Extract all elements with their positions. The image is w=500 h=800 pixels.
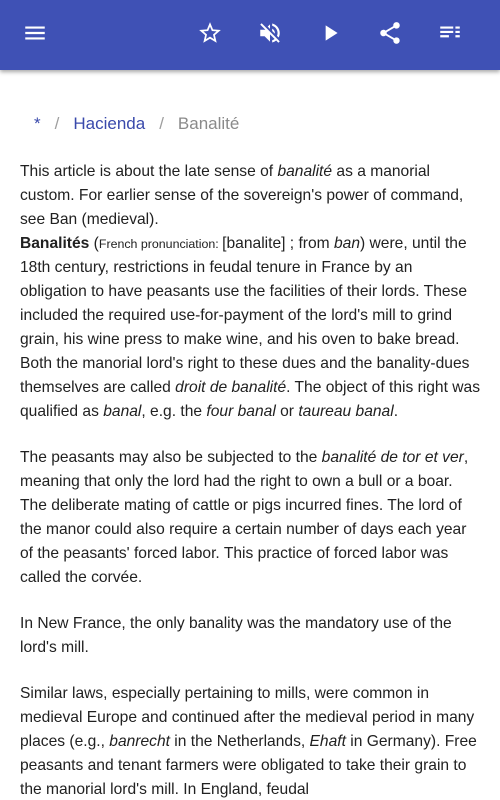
italic-run: banalité — [277, 163, 333, 180]
italic-run: Ehaft — [309, 733, 346, 750]
hatnote — [20, 160, 482, 232]
italic-run: banal — [103, 403, 142, 420]
text-run: as a manorial custom. For earlier sense of the sovereign's power of command, see Ban (medieval). — [20, 163, 464, 228]
volume-off-icon — [257, 20, 283, 51]
italic-run: taureau banal — [298, 403, 394, 420]
breadcrumb-home[interactable]: * — [34, 114, 41, 133]
share-button[interactable] — [368, 13, 412, 57]
paragraph — [20, 232, 482, 424]
text-run: [banalite] ; from — [222, 235, 334, 252]
breadcrumb-separator: / — [159, 114, 164, 133]
italic-run: four banal — [206, 403, 276, 420]
text-run: The peasants may also be subjected to the — [20, 449, 322, 466]
text-run: , e.g. the — [141, 403, 207, 420]
paragraph — [20, 682, 482, 800]
mute-button[interactable] — [248, 13, 292, 57]
play-icon — [317, 20, 343, 51]
star-outline-icon — [197, 20, 223, 51]
breadcrumb-parent[interactable]: Hacienda — [73, 114, 146, 133]
text-run: in the Netherlands, — [169, 733, 310, 750]
playlist-button[interactable] — [428, 13, 472, 57]
content-area[interactable] — [0, 70, 500, 800]
paragraph — [20, 446, 482, 590]
text-run: . — [393, 403, 399, 420]
menu-button[interactable] — [13, 13, 57, 57]
article-body — [20, 160, 482, 800]
menu-icon — [22, 20, 48, 51]
italic-run: banrecht — [109, 733, 170, 750]
text-run: in Germany). Free peasants and tenant farmers were obligated to take their grain to the manorial lord's mill. In England, feudal — [20, 733, 477, 798]
pronunciation-label: French pronunciation: — [98, 237, 223, 251]
breadcrumb-separator: / — [54, 114, 60, 133]
favorite-button[interactable] — [188, 13, 232, 57]
play-button[interactable] — [308, 13, 352, 57]
breadcrumb — [34, 114, 239, 134]
italic-run: ban — [333, 235, 361, 252]
text-run: . The object of this right was qualified as — [20, 379, 480, 420]
paragraph: In New France, the only banality was the mandatory use of the lord's mill. — [20, 615, 452, 656]
breadcrumb-current: Banalité — [177, 114, 240, 133]
text-run: Similar laws, especially pertaining to mills, were common in medieval Europe and continued after the medieval period in many places (e.g., — [20, 685, 475, 750]
app-bar — [0, 0, 500, 70]
text-run: or — [275, 403, 299, 420]
share-icon — [377, 20, 403, 51]
playlist-icon — [437, 20, 463, 51]
text-run: , meaning that only the lord had the right to own a bull or a boar. The deliberate mating of cattle or pigs incurred fines. The lord of the manor could also require a certain number of days each year of the peasants' forced labor. This practice of forced labor was called the corvée. — [20, 449, 469, 586]
text-run: ( — [89, 235, 99, 252]
italic-run: banalité de tor et ver — [321, 449, 464, 466]
italic-run: droit de banalité — [175, 379, 287, 396]
text-run: This article is about the late sense of — [20, 163, 278, 180]
text-run: ) were, until the 18th century, restrictions in feudal tenure in France by an obligation to have peasants use the facilities of their lords. These included the required use-for-payment of the lord's mill to grind grain, his wine press to make wine, and his oven to bake bread. Both the manorial lord's right to these dues and the banality-dues themselves are called — [20, 235, 470, 396]
bold-term: Banalités — [20, 235, 90, 252]
